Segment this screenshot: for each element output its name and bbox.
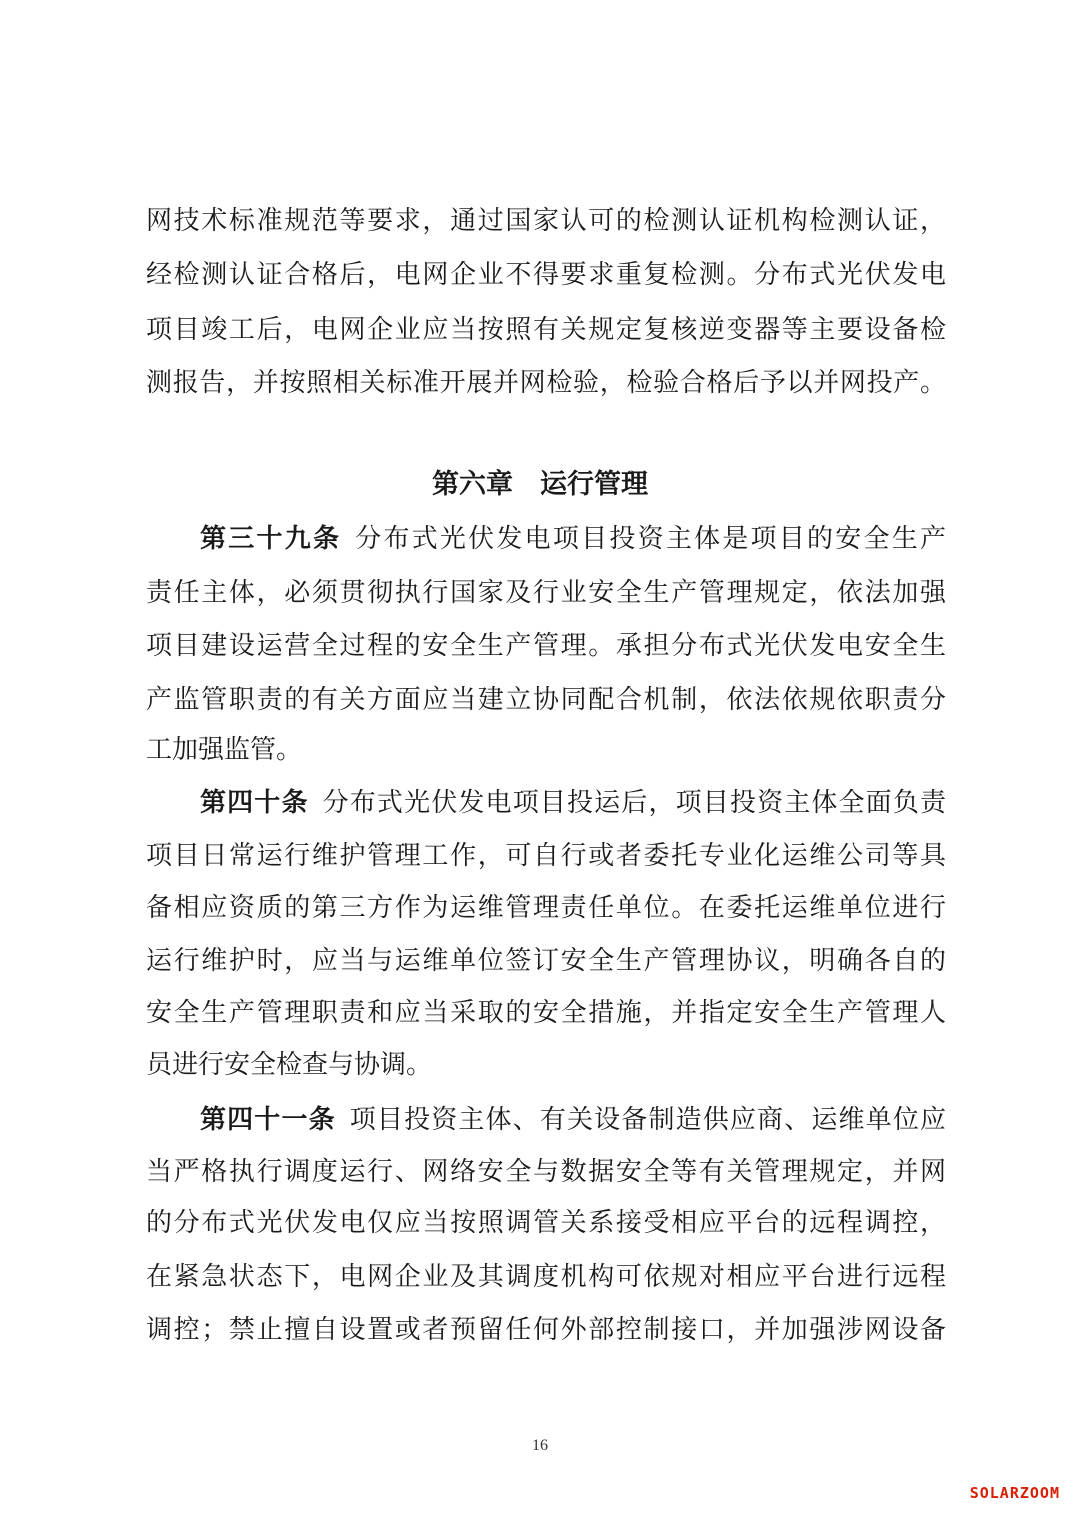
article-39-line-3: 项目建设运营全过程的安全生产管理。承担分布式光伏发电安全生 — [146, 631, 946, 661]
article-39-text: 分布式光伏发电项目投资主体是项目的安全生产 — [355, 524, 946, 554]
article-40-line-6: 员进行安全检查与协调。 — [146, 1050, 433, 1080]
continuation-line-4: 测报告，并按照相关标准开展并网检验，检验合格后予以并网投产。 — [146, 368, 946, 398]
article-40-first-line — [200, 786, 946, 820]
watermark-logo: SOLARZOOM — [969, 1484, 1060, 1502]
article-41-line-5: 调控；禁止擅自设置或者预留任何外部控制接口，并加强涉网设备 — [146, 1315, 946, 1345]
article-41-number: 第四十一条 — [200, 1105, 336, 1135]
article-40-line-2: 项目日常运行维护管理工作，可自行或者委托专业化运维公司等具 — [146, 841, 946, 871]
continuation-line-2: 经检测认证合格后，电网企业不得要求重复检测。分布式光伏发电 — [146, 260, 946, 290]
continuation-line-3: 项目竣工后，电网企业应当按照有关规定复核逆变器等主要设备检 — [146, 315, 946, 345]
article-39-first-line — [200, 522, 946, 556]
article-39-line-4: 产监管职责的有关方面应当建立协同配合机制，依法依规依职责分 — [146, 685, 946, 715]
chapter-title: 第六章 运行管理 — [432, 469, 648, 500]
article-40-line-3: 备相应资质的第三方作为运维管理责任单位。在委托运维单位进行 — [146, 893, 946, 923]
article-40-line-5: 安全生产管理职责和应当采取的安全措施，并指定安全生产管理人 — [146, 998, 946, 1028]
article-41-line-3: 的分布式光伏发电仅应当按照调管关系接受相应平台的远程调控， — [146, 1208, 946, 1238]
article-39-line-2: 责任主体，必须贯彻执行国家及行业安全生产管理规定，依法加强 — [146, 578, 946, 608]
article-40-line-4: 运行维护时，应当与运维单位签订安全生产管理协议，明确各自的 — [146, 946, 946, 976]
page-number: 16 — [532, 1437, 548, 1454]
article-39-number: 第三十九条 — [200, 524, 342, 554]
continuation-line-1: 网技术标准规范等要求，通过国家认可的检测认证机构检测认证， — [146, 206, 946, 236]
article-40-number: 第四十条 — [200, 788, 309, 818]
article-41-first-line — [200, 1103, 946, 1137]
article-39-line-5: 工加强监管。 — [146, 735, 303, 765]
article-41-line-4: 在紧急状态下，电网企业及其调度机构可依规对相应平台进行远程 — [146, 1262, 946, 1292]
article-41-line-2: 当严格执行调度运行、网络安全与数据安全等有关管理规定，并网 — [146, 1157, 946, 1187]
article-40-text: 分布式光伏发电项目投运后，项目投资主体全面负责 — [322, 788, 946, 818]
article-41-text: 项目投资主体、有关设备制造供应商、运维单位应 — [349, 1105, 946, 1135]
